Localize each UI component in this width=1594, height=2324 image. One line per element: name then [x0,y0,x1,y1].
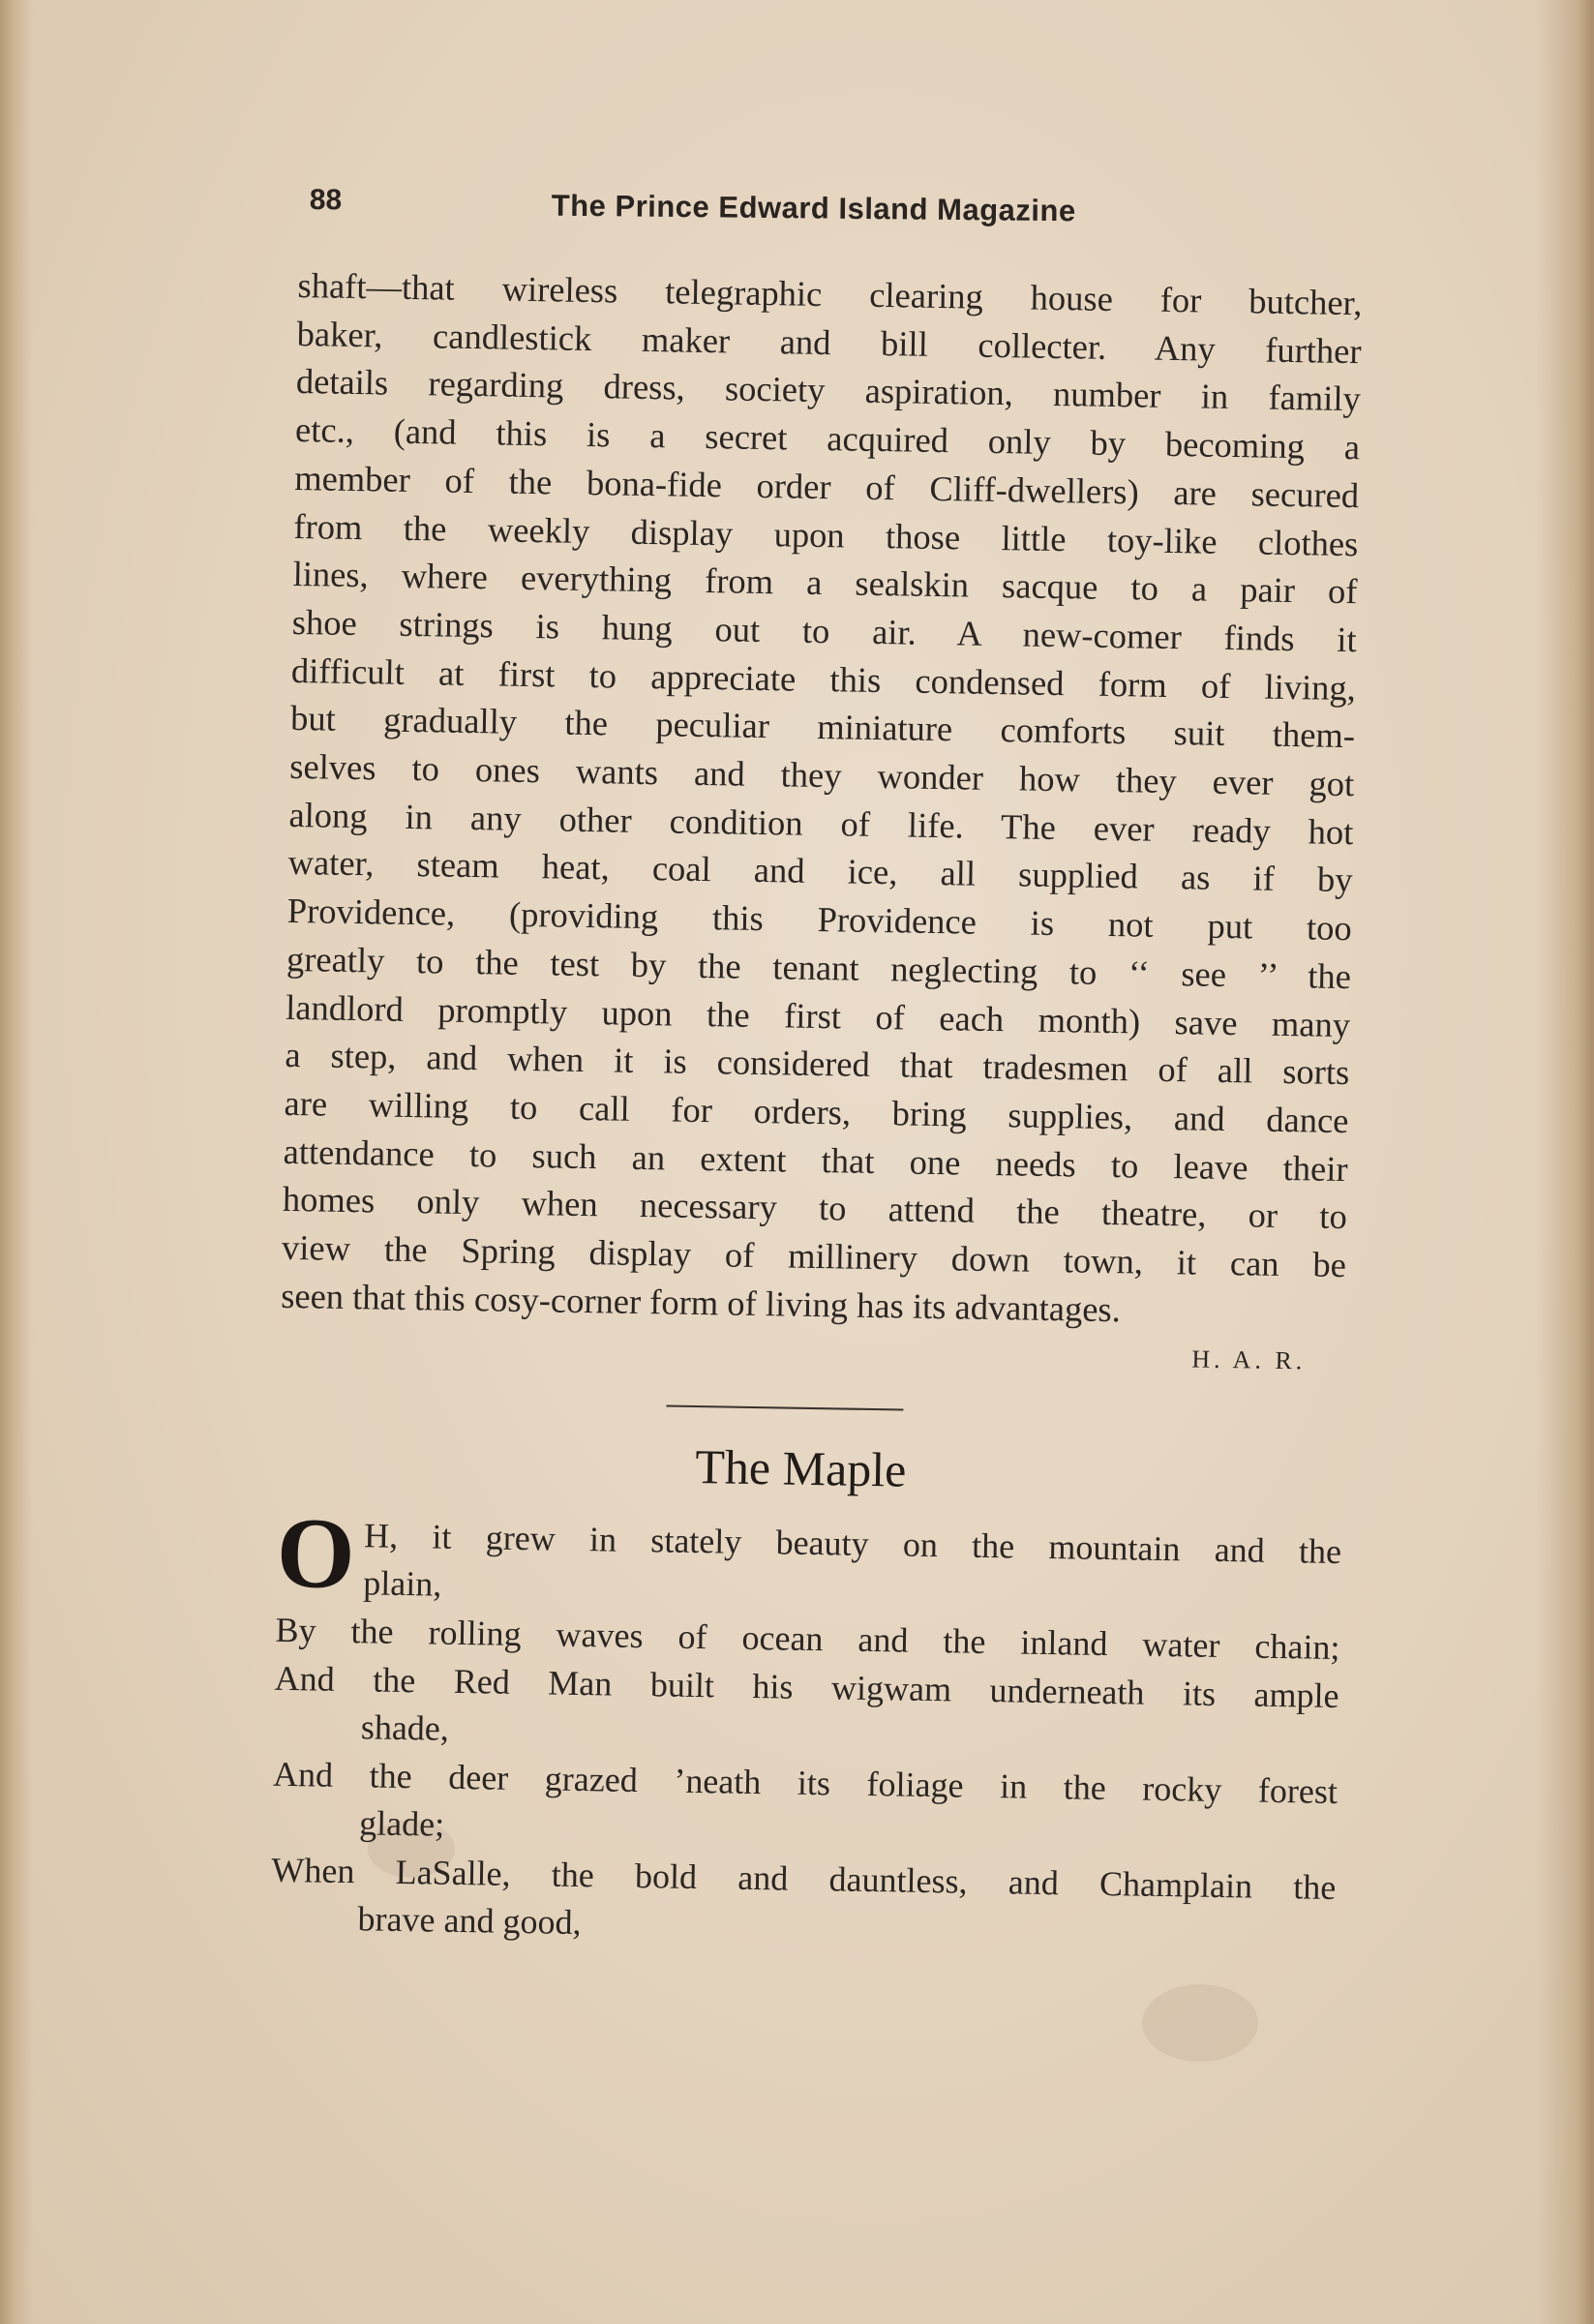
verse-continuation: plain, [363,1563,442,1605]
verse-continuation: glade; [358,1803,445,1845]
article-line: but gradually the peculiar miniature comforts suit them- [289,698,1356,756]
article-line: homes only when necessary to attend the theatre, or to [282,1179,1348,1237]
verse-line: When LaSalle, the bold and dauntless, and Champlain the [271,1851,1337,1908]
paper-stain [1142,1984,1258,2062]
article-line: details regarding dress, society aspiration, number in family [295,361,1362,419]
article-line: seen that this cosy-corner form of living has its advantages. [280,1275,1122,1330]
article-line: selves to ones wants and they wonder how they ever got [289,745,1355,804]
poem [270,1497,1342,1959]
article-line: along in any other condition of life. The ever ready hot [288,794,1354,852]
article-text [280,261,1363,1382]
page-header [309,184,1141,241]
verse-line: And the deer grazed ’neath its foliage in the rocky forest [272,1755,1338,1812]
article-line: difficult at first to appreciate this condensed form of living, [290,649,1357,708]
page-number: 88 [309,184,343,217]
verse-continuation: shade, [360,1707,450,1749]
article-line: a step, and when it is considered that tradesmen of all sorts [285,1035,1350,1093]
article-line: from the weekly display upon those little toy-like clothes [293,505,1359,563]
article-line: shoe strings is hung out to air. A new-comer finds it [291,601,1358,660]
poem-title: The Maple [694,1439,907,1498]
page-body [270,261,1363,1960]
article-line: lines, where everything from a sealskin sacque to a pair of [292,554,1358,612]
article-line: Providence, (providing this Providence is not put too [286,890,1353,949]
article-line: view the Spring display of millinery down town, it can be [281,1226,1347,1285]
verse-line: And the Red Man built his wigwam underneath its ample [274,1659,1339,1716]
article-line: landlord promptly upon the first of each month) save many [285,986,1351,1044]
article-line: member of the bona-fide order of Cliff-dwellers) are secured [293,457,1360,516]
page-edge-shadow [1536,0,1594,2324]
article-line: etc., (and this is a secret acquired only by becoming a [294,409,1361,468]
author-initials: H. A. R. [1191,1344,1307,1375]
verse [272,1751,1338,1863]
binding-edge [0,0,33,2324]
verse [270,1847,1336,1959]
article-line: shaft—that wireless telegraphic clearing house for butcher, [297,264,1363,323]
section-divider [666,1405,903,1411]
verse-line: By the rolling waves of ocean and the inland water chain; [275,1611,1340,1668]
running-title: The Prince Edward Island Magazine [551,188,1076,228]
verse-line: H, it grew in stately beauty on the mountain and the [363,1516,1342,1572]
article-line: are willing to call for orders, bring supplies, and dance [284,1082,1349,1141]
verse-continuation: brave and good, [357,1899,582,1943]
article-line: water, steam heat, coal and ice, all supplied as if by [287,842,1353,900]
drop-cap: O [275,1497,356,1611]
article-line: greatly to the test by the tenant neglecting to ‘‘ see ’’ the [286,938,1352,996]
article-line: attendance to such an extent that one needs to leave their [283,1131,1348,1189]
verse [273,1655,1338,1767]
article-line: baker, candlestick maker and bill collecter. Any further [296,313,1362,371]
verse [275,1497,1342,1623]
